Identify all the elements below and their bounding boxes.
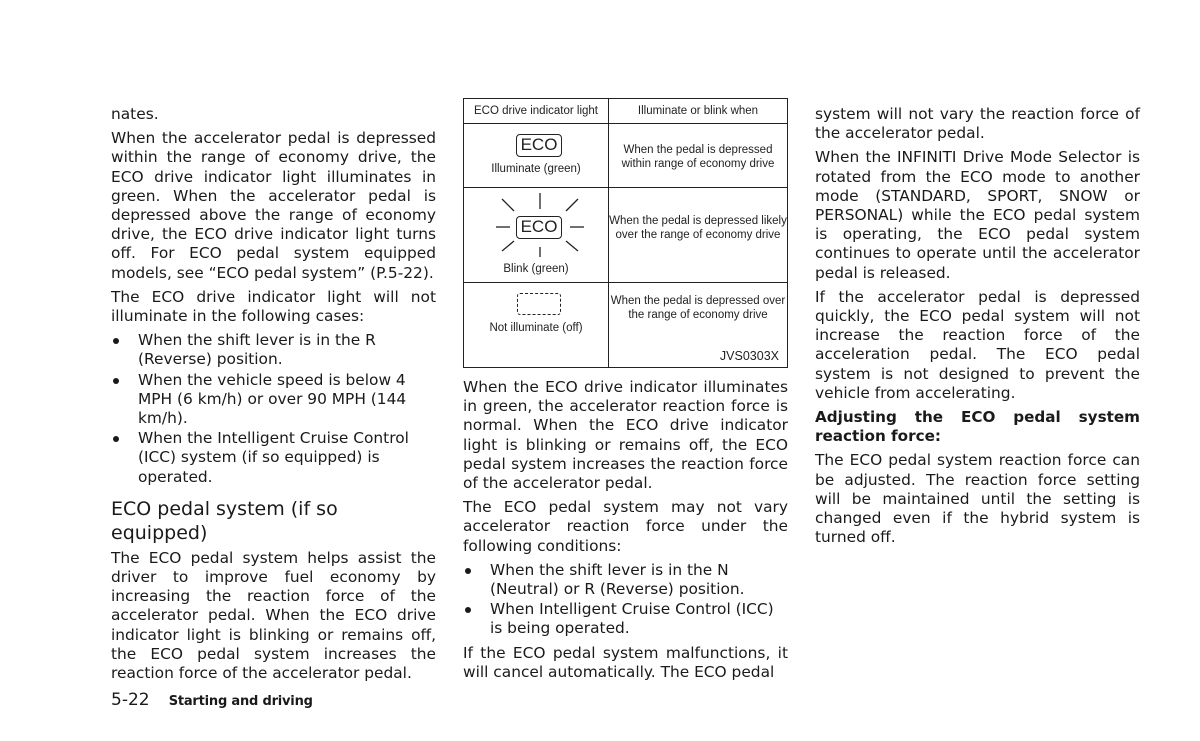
paragraph: The ECO drive indicator light will not illuminate in the following cases:	[111, 287, 436, 326]
list-item: When the shift lever is in the R (Reverse) position.	[111, 331, 436, 369]
eco-indicator-diagram	[463, 98, 788, 368]
list-item: When the Intelligent Cruise Control (ICC) system (if so equipped) is operated.	[111, 429, 436, 487]
row-state: Illuminate (green)	[491, 163, 581, 175]
divider	[464, 187, 787, 188]
column-3	[815, 105, 1140, 552]
eco-off-icon	[517, 293, 561, 315]
figure-code: JVS0303X	[719, 349, 779, 363]
paragraph: When the INFINITI Drive Mode Selector is rotated from the ECO mode to another mode (STANDARD, SPORT, SNOW or PERSONAL) while the ECO pedal system is operating, the ECO pedal system continues to operate until the accelerator pedal is released.	[815, 148, 1140, 282]
bullet-icon	[113, 338, 119, 344]
paragraph: nates.	[111, 105, 159, 123]
paragraph: system will not vary the reaction force of the accelerator pedal.	[815, 105, 1140, 143]
column-1	[111, 105, 436, 688]
row-condition: When the pedal is depressed within range of economy drive	[621, 144, 775, 170]
page-number: 5-22	[111, 690, 150, 710]
eco-blink-icon: ECO	[516, 216, 562, 239]
column-2	[463, 378, 788, 687]
divider	[464, 123, 787, 124]
bullet-list	[463, 561, 788, 639]
paragraph: The ECO pedal system reaction force can be adjusted. The reaction force setting will be maintained until the setting is changed even if the hybrid system is turned off.	[815, 451, 1140, 547]
bullet-list	[111, 331, 436, 487]
paragraph: If the ECO pedal system malfunctions, it will cancel automatically. The ECO pedal	[463, 643, 788, 681]
bullet-icon	[465, 568, 471, 574]
list-item: When Intelligent Cruise Control (ICC) is being operated.	[463, 600, 788, 638]
row-state: Blink (green)	[503, 263, 569, 275]
list-item: When the vehicle speed is below 4 MPH (6 km/h) or over 90 MPH (144 km/h).	[111, 371, 436, 429]
row-state: Not illuminate (off)	[489, 322, 583, 334]
bullet-icon	[465, 607, 471, 613]
section-title: Starting and driving	[168, 694, 313, 709]
diagram-header-right: Illuminate or blink when	[637, 105, 759, 117]
paragraph: When the accelerator pedal is depressed within the range of economy drive, the ECO drive indicator light illuminates in green. When the accelerator pedal is depressed above the range of economy drive, the ECO drive indicator light turns off. For ECO pedal system equipped models, see “ECO pedal system” (P.5-22).	[111, 129, 436, 282]
divider	[464, 282, 787, 283]
row-condition: When the pedal is depressed over the range of economy drive	[610, 295, 786, 321]
row-condition: When the pedal is depressed likely over the range of economy drive	[609, 215, 787, 241]
paragraph: The ECO pedal system helps assist the driver to improve fuel economy by increasing the reaction force of the accelerator pedal. When the ECO drive indicator light is blinking or remains off, the ECO pedal system increases the reaction force of the accelerator pedal.	[111, 548, 436, 683]
paragraph: If the accelerator pedal is depressed quickly, the ECO pedal system will not increase the reaction force of the acceleration pedal. The ECO pedal system is not designed to prevent the vehicle from accelerating.	[815, 287, 1140, 402]
bullet-icon	[113, 378, 119, 384]
page-footer	[111, 690, 313, 710]
paragraph: The ECO pedal system may not vary accelerator reaction force under the following conditions:	[463, 498, 788, 555]
bullet-icon	[113, 436, 119, 442]
paragraph: When the ECO drive indicator illuminates in green, the accelerator reaction force is normal. When the ECO drive indicator light is blinking or remains off, the ECO pedal system increases the reaction force of the accelerator pedal.	[463, 378, 788, 493]
list-item: When the shift lever is in the N (Neutral) or R (Reverse) position.	[463, 561, 788, 599]
eco-illuminated-icon: ECO	[516, 134, 562, 157]
diagram-header-left: ECO drive indicator light	[474, 105, 598, 117]
sub-heading: Adjusting the ECO pedal system reaction force:	[815, 408, 1140, 446]
section-heading: ECO pedal system (if so equipped)	[111, 497, 338, 544]
